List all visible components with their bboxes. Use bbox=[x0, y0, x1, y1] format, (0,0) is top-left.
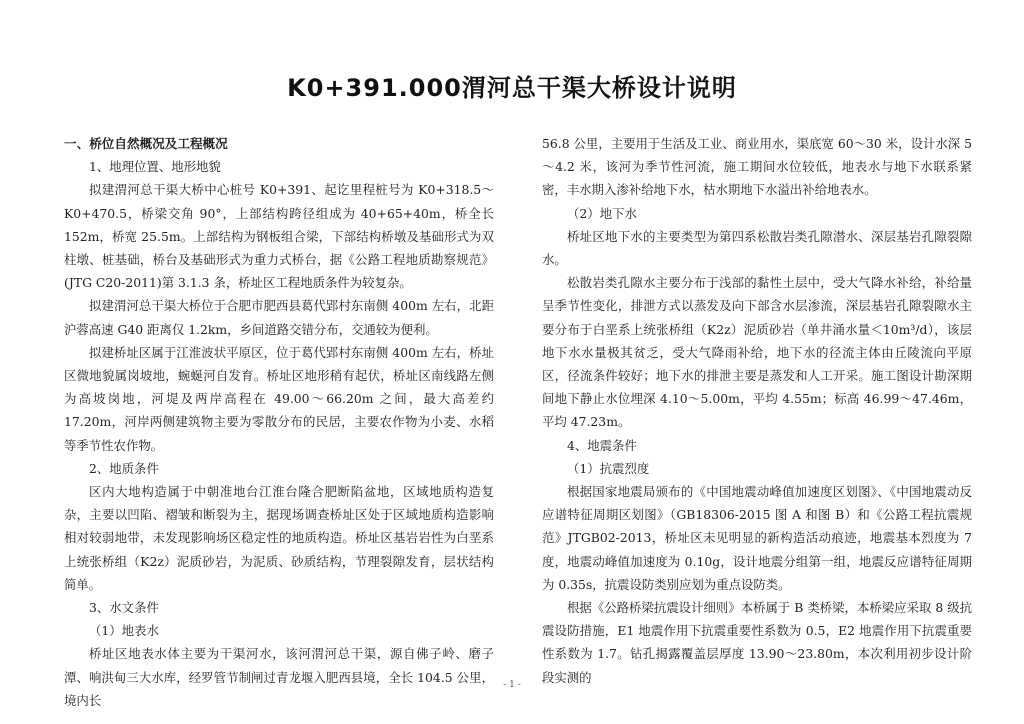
subsection-heading: 2、地质条件 bbox=[89, 460, 159, 476]
paragraph: 拟建桥址区属于江淮波状平原区，位于葛代郢村东南侧 400m 左右，桥址区微地貌属岗坡地，蜿蜒河自发育。桥址区地形稍有起伏，桥址区南线路左侧为高坡岗地，河堤及两岸高程在 49.00～66.20m 之间，最大高差约 17.20m，河岸两侧建筑物主要为零散分布的民居，主要农作物为小麦、水稻等季节性农作物。 bbox=[64, 344, 494, 453]
paragraph: 桥址区地表水体主要为干渠河水，该河渭河总干渠，源自佛子岭、磨子潭、响洪甸三大水库，经罗管节制闸过青龙堰入肥西县境，全长 104.5 公里，境内长 bbox=[64, 646, 494, 708]
paragraph: 区内大地构造属于中朝准地台江淮台隆合肥断陷盆地，区域地质构造复杂，主要以凹陷、褶皱和断裂为主，据现场调查桥址区处于区域地质构造影响相对较弱地带，未发现影响场区稳定性的地质构造。桥址区基岩岩性为白垩系上统张桥组（K2z）泥质砂岩，为泥质、砂质结构，节理裂隙发育，层状结构简单。 bbox=[64, 484, 494, 592]
section-heading: 一、桥位自然概况及工程概况 bbox=[64, 136, 228, 151]
paragraph: 根据《公路桥梁抗震设计细则》本桥属于 B 类桥梁，本桥梁应采取 8 级抗震设防措施，E1 地震作用下抗震重要性系数为 0.5，E2 地震作用下抗震重要性系数为 1.7。钻孔揭露覆盖层厚度 13.90～23.80m，本次利用初步设计阶段实测的 bbox=[542, 600, 972, 685]
right-column bbox=[542, 132, 972, 689]
subsection-heading: （1）抗震烈度 bbox=[567, 460, 650, 476]
subsection-heading: 3、水文条件 bbox=[89, 600, 159, 616]
paragraph: 松散岩类孔隙水主要分布于浅部的黏性土层中，受大气降水补给，补给量呈季节性变化，排泄方式以蒸发及向下部含水层渗流，深层基岩孔隙裂隙水主要分布于白垩系上统张桥组（K2z）泥质砂岩（单井涌水量＜10m³/d），该层地下水水量极其贫乏，受大气降雨补给，地下水的径流主体由丘陵流向平原区，径流条件较好；地下水的排泄主要是蒸发和人工开采。施工图设计勘深期间地下静止水位埋深 4.10～5.00m，平均 4.55m；标高 46.99～47.46m，平均 47.23m。 bbox=[542, 275, 972, 430]
paragraph: 拟建渭河总干渠大桥中心桩号 K0+391、起讫里程桩号为 K0+318.5～K0+470.5，桥梁交角 90°，上部结构跨径组成为 40+65+40m，桥全长 152m，桥宽 25.5m。上部结构为钢板组合梁，下部结构桥墩及基础形式为双柱墩、桩基础，桥台及基础形式为重力式桥台，据《公路工程地质勘察规范》(JTG C20-2011)第 3.1.3 条，桥址区工程地质条件为较复杂。 bbox=[64, 182, 494, 291]
paragraph: 拟建渭河总干渠大桥位于合肥市肥西县葛代郢村东南侧 400m 左右，北距沪蓉高速 G40 距离仅 1.2km，乡间道路交错分布，交通较为便利。 bbox=[64, 298, 494, 337]
paragraph: 桥址区地下水的主要类型为第四系松散岩类孔隙潜水、深层基岩孔隙裂隙水。 bbox=[542, 228, 972, 268]
left-column bbox=[64, 132, 494, 712]
page-title: K0+391.000渭河总干渠大桥设计说明 bbox=[287, 74, 737, 102]
subsection-heading: （2）地下水 bbox=[567, 205, 637, 221]
page-number: - 1 - bbox=[503, 680, 521, 690]
paragraph: 根据国家地震局颁布的《中国地震动峰值加速度区划图》、《中国地震动反应谱特征周期区划图》（GB18306-2015 图 A 和图 B）和《公路工程抗震规范》JTGB02-2013，桥址区未见明显的新构造活动痕迹，地震基本烈度为 7 度，地震动峰值加速度为 0.10g，设计地震分组第一组，地震反应谱特征周期为 0.35s，抗震设防类别应划为重点设防类。 bbox=[542, 484, 972, 592]
subsection-heading: 4、地震条件 bbox=[567, 437, 637, 453]
subsection-heading: 1、地理位置、地形地貌 bbox=[89, 159, 221, 175]
subsection-heading: （1）地表水 bbox=[89, 623, 159, 639]
paragraph: 56.8 公里，主要用于生活及工业、商业用水，渠底宽 60～30 米，设计水深 5～4.2 米，该河为季节性河流，施工期间水位较低，地表水与地下水联系紧密，丰水期入渗补给地下水，枯水期地下水溢出补给地表水。 bbox=[542, 136, 972, 198]
